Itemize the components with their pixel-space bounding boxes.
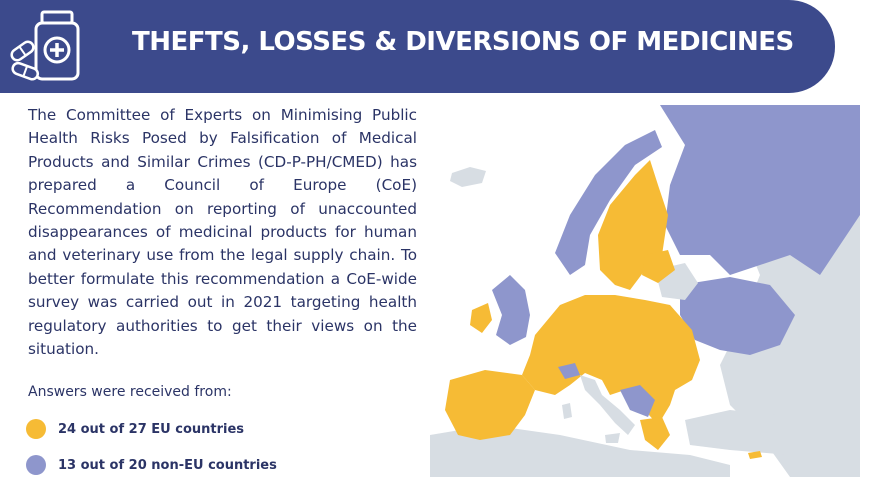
medicine-bottle-icon bbox=[6, 6, 88, 88]
legend-item-eu bbox=[26, 419, 244, 439]
intro-paragraph: The Committee of Experts on Minimising Public Health Risks Posed by Falsification of Medical Products and Similar Crimes (CD-P-PH/CMED) has prepared a Council of Europe (CoE) Recommendation on reporting of unaccounted disappearances of medicinal products for human and veterinary use from the legal supply chain. To better formulate this recommendation a CoE-wide survey was carried out in 2021 targeting health regulatory authorities to get their views on the situation. bbox=[28, 106, 417, 359]
answers-label: Answers were received from: bbox=[28, 384, 232, 400]
legend-dot-eu bbox=[26, 419, 46, 439]
legend-item-non-eu bbox=[26, 455, 277, 475]
legend-text-non-eu: 13 out of 20 non-EU countries bbox=[58, 457, 277, 473]
header-banner bbox=[0, 0, 835, 93]
legend-dot-non-eu bbox=[26, 455, 46, 475]
europe-map bbox=[430, 105, 860, 477]
legend-text-eu: 24 out of 27 EU countries bbox=[58, 421, 245, 437]
page-title: THEFTS, LOSSES & DIVERSIONS OF MEDICINES bbox=[132, 27, 794, 57]
map-russia bbox=[660, 105, 860, 275]
